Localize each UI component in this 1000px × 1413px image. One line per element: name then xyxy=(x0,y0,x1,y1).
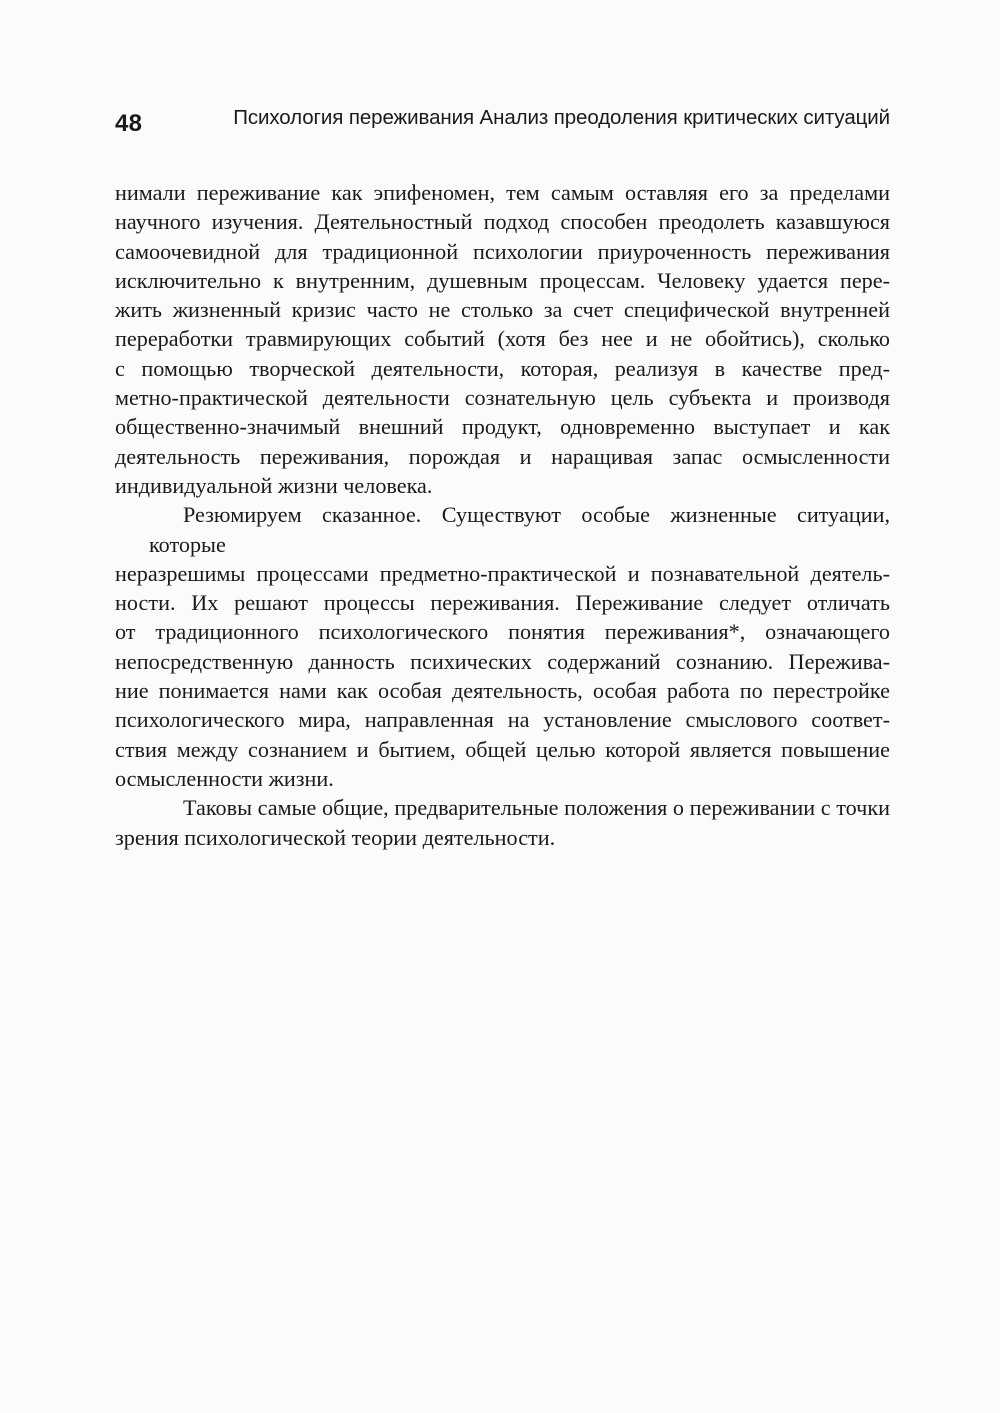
text-line: ние понимается нами как особая деятельность, особая работа по перестройке xyxy=(115,678,890,704)
body-text xyxy=(115,178,890,852)
text-line: зрения психологической теории деятельности. xyxy=(115,824,556,850)
text-line: переработки травмирующих событий (хотя без нее и не обойтись), сколько xyxy=(115,326,890,352)
paragraph xyxy=(115,793,890,852)
text-line: деятельность переживания, порождая и наращивая запас осмысленности xyxy=(115,443,890,469)
text-line: психологического мира, направленная на установление смыслового соответ- xyxy=(115,707,890,733)
text-line: жить жизненный кризис часто не столько за счет специфической внутренней xyxy=(115,297,890,323)
text-line: нимали переживание как эпифеномен, тем самым оставляя его за пределами xyxy=(115,180,890,205)
text-line: научного изучения. Деятельностный подход способен преодолеть казавшуюся xyxy=(115,209,890,235)
running-title: Психология переживания Анализ преодоления критических ситуаций xyxy=(233,106,890,129)
text-line: ности. Их решают процессы переживания. Переживание следует отличать xyxy=(115,590,890,616)
text-line: общественно-значимый внешний продукт, одновременно выступает и как xyxy=(115,414,890,440)
paragraph xyxy=(115,178,890,500)
text-line: с помощью творческой деятельности, которая, реализуя в качестве пред- xyxy=(115,355,890,381)
text-line: исключительно к внутренним, душевным процессам. Человеку удается пере- xyxy=(115,267,890,293)
text-line: Таковы самые общие, предварительные положения о переживании с точки xyxy=(183,795,890,821)
text-line: Резюмируем сказанное. Существуют особые жизненные ситуации, которые xyxy=(149,502,890,557)
text-line: индивидуальной жизни человека. xyxy=(115,472,433,498)
text-line: осмысленности жизни. xyxy=(115,765,334,791)
page-number: 48 xyxy=(115,110,143,137)
text-line: самоочевидной для традиционной психологии приуроченность переживания xyxy=(115,238,890,264)
text-line: от традиционного психологического понятия переживания*, означающего xyxy=(115,619,890,645)
paragraph xyxy=(115,500,890,793)
text-line: непосредственную данность психических содержаний сознанию. Пережива- xyxy=(115,648,890,674)
text-line: ствия между сознанием и бытием, общей целью которой является повышение xyxy=(115,736,890,762)
text-line: метно-практической деятельности сознательную цель субъекта и производя xyxy=(115,385,890,411)
text-line: неразрешимы процессами предметно-практической и познавательной деятель- xyxy=(115,560,890,586)
running-head xyxy=(115,106,890,142)
